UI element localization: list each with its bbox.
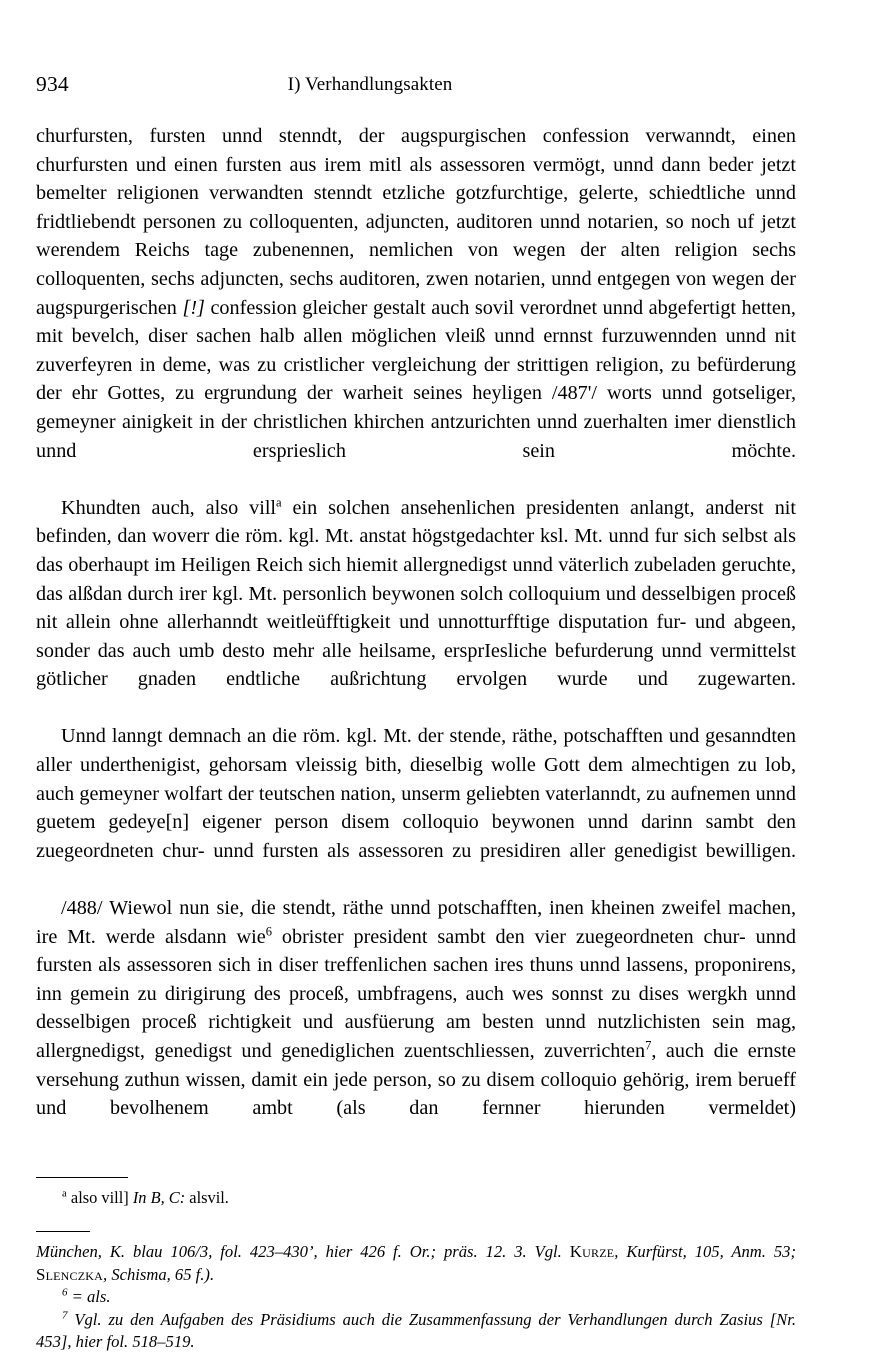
text-run: confession gleicher gestalt auch sovil verordnet unnd abgefertigt hetten, mit bevelch, diser sachen halb allen möglichen vleiß unnd ernnst furzuwennden unnd nit zuverfeyren in deme, was zu cristlicher vergleichung der strittigen religion, zu befürderung der ehr Gottes, zu ergrundung der warheit seines heyligen /487'/ worts unnd gotseliger, gemeyner ainigkeit in der christlichen khirchen antzurichten unnd zuerhalten imer dienstlich unnd ersprieslich sein möchte. [36, 296, 796, 462]
notes-rule [36, 1231, 90, 1232]
note-marker: a [276, 494, 282, 509]
footnote [36, 1286, 796, 1308]
italic-text: Vgl. zu den Aufgaben des Präsidiums auch die Zusammenfassung der Verhandlungen durch Zasius [Nr. 453], hier fol. 518–519. [36, 1309, 796, 1351]
body-paragraph [36, 722, 796, 894]
body-paragraph [36, 894, 796, 1151]
italic-text: , Kurfürst, 105, Anm. 53; [614, 1242, 796, 1262]
source-notes [36, 1231, 796, 1353]
body-text [36, 122, 796, 1151]
italic-text: München, K. blau 106/3, fol. 423–430’, hier 426 f. Or.; präs. 12. 3. Vgl. [36, 1242, 570, 1262]
body-paragraph [36, 122, 796, 494]
text-run: also vill] [70, 1188, 129, 1208]
author-name: Kurze [569, 1242, 615, 1262]
page-content [36, 0, 796, 1353]
apparatus-rule [36, 1177, 128, 1178]
apparatus-marker: a [62, 1188, 67, 1201]
author-name: Slenczka [36, 1264, 104, 1284]
text-run: obrister president sambt den vier zuegeordneten chur- unnd fursten als assessoren sich in diser treffenlichen sachen ires thuns unnd lassens, proponirens, inn gemein zu dirigirung des proceß, umbfragens, auch wes sonnst zu dises wergkh unnd desselbigen proceß richtigkeit und ausfüerung am besten unnd nutzlichisten sein mag, allergnedigst, genedigst und genediglichen zuentschliessen, zuverrichten [36, 925, 796, 1062]
footnote [36, 1309, 796, 1353]
footnote-marker: 7 [62, 1309, 68, 1322]
page-number: 934 [36, 72, 69, 96]
text-run: Khundten auch, also vill [61, 496, 277, 519]
running-head [36, 72, 796, 106]
footnote-marker: 6 [62, 1286, 68, 1299]
body-paragraph [36, 494, 796, 723]
note-marker: 7 [645, 1038, 652, 1053]
apparatus-entry [36, 1187, 796, 1209]
text-run: Unnd lanngt demnach an die röm. kgl. Mt. der stende, räthe, potschafften und gesanndten aller underthenigist, gehorsam vleissig bith, dieselbig wolle Gott dem almechtigen zu lob, auch gemeyner wolfart der teutschen nation, unserm geliebten vaterlanndt, zu aufnemen unnd guetem gedeye[n] eigener person disem colloquio beywonen unnd darinn sambt den zuegeordneten chur- unnd fursten als assessoren zu presidiren aller genedigist bewilligen. [36, 725, 796, 862]
italic-text: In B, C: [128, 1188, 186, 1208]
text-run: ein solchen ansehenlichen presidenten anlangt, anderst nit befinden, dan woverr die röm. kgl. Mt. anstat högstgedachter ksl. Mt. unnd fur sich selbst als das oberhaupt im Heiligen Reich sich hiemit allergnedigst unnd väterlich zubeladen geruchte, das alßdan durch irer kgl. Mt. personlich beywonen solch colloquium und desselbigen proceß nit allein ohne allerhanndt weitleüfftigkeit und unnotturfftige disputation fur- und abgeen, sonder das auch umb desto mehr alle heilsame, ersprIesliche befurderung unnd vermittelst götlicher gnaden endtliche außrichtung ervolgen wurde und zugewarten. [36, 496, 797, 691]
text-run: churfursten, fursten unnd stenndt, der augspurgischen confession verwanndt, einen churfursten und einen fursten aus irem mitl als assessoren vermögt, unnd dann beder jetzt bemelter religionen verwandten stenndt etzliche gotzfurchtige, gelerte, schiedtliche unnd fridtliebendt personen zu colloquenten, adjuncten, auditoren unnd notarien, so noch uf jetzt werendem Reichs tage zubenennen, nemlichen von wegen der alten religion sechs colloquenten, sechs adjuncten, sechs auditoren, zwen notarien, unnd entgegen von wegen der augspurgerischen [36, 125, 796, 319]
text-run: alsvil. [185, 1188, 229, 1208]
note-marker: 6 [265, 923, 272, 938]
running-head-title: I) Verhandlungsakten [287, 74, 453, 95]
variant-apparatus [36, 1177, 796, 1209]
italic-text: [!] [182, 296, 205, 319]
italic-text: , Schisma, 65 f.). [103, 1264, 215, 1284]
text-run: /488/ Wiewol nun sie, die stendt, räthe unnd potschafften, inen kheinen zweifel machen, ire Mt. werde alsdann wie [36, 897, 796, 948]
source-citation [36, 1241, 796, 1286]
italic-text: = als. [71, 1287, 111, 1307]
text-run: , auch die ernste versehung zuthun wissen, damit ein jede person, so zu disem colloquio gehörig, irem berueff und bevolhenem ambt (als dan fernner hierunden vermeldet) [36, 1040, 796, 1120]
